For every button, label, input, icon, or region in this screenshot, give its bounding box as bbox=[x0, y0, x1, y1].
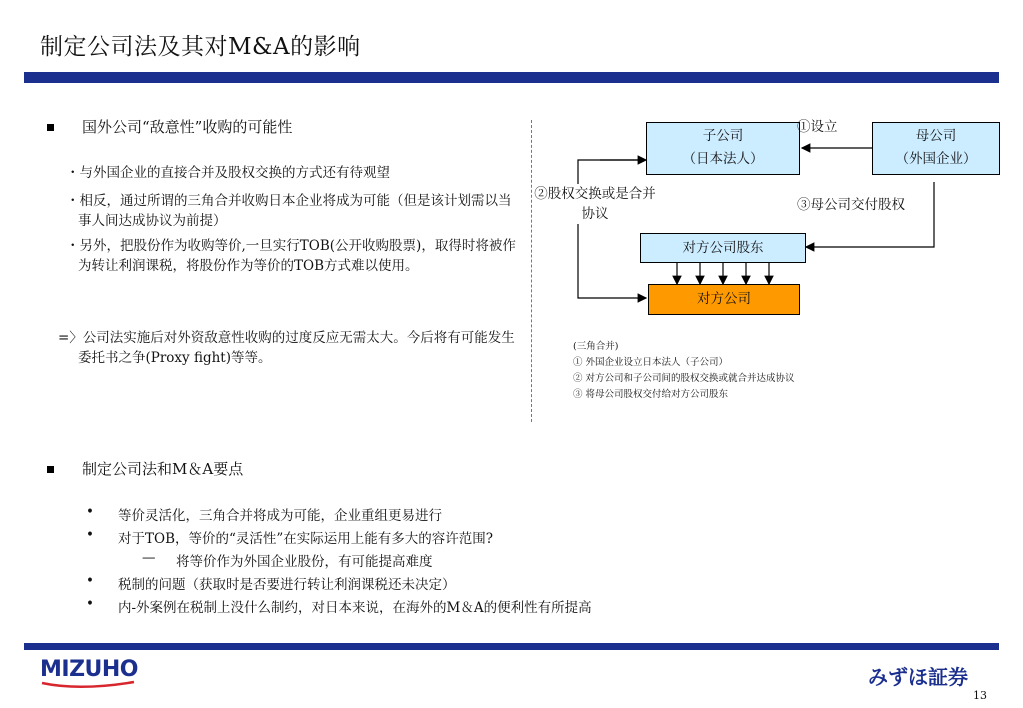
section1-conclusion: =〉公司法实施后对外资敌意性收购的过度反应无需太大。今后将有可能发生委托书之争(Proxy fight)等等。 bbox=[58, 330, 515, 366]
section2-point-1: 等价灵活化，三角合并将成为可能，企业重组更易进行 bbox=[118, 508, 442, 524]
section2-bullet-dot-3: • bbox=[86, 573, 94, 589]
section2-heading: 制定公司法和M＆A要点 bbox=[82, 460, 244, 478]
section2-bullet-dot-4: • bbox=[86, 596, 94, 612]
label-exchange: ②股权交换或是合并协议 bbox=[532, 184, 658, 224]
section2-bullet-dot-2: • bbox=[86, 527, 94, 543]
section2-point-3: 税制的问题（获取时是否要进行转让利润课税还未决定） bbox=[118, 577, 456, 593]
footer-bar bbox=[24, 643, 999, 650]
section1-point-1: ・与外国企业的直接合并及股权交换的方式还有待观望 bbox=[66, 165, 390, 181]
section2-point-2: 对于TOB，等价的“灵活性”在实际运用上能有多大的容许范围? bbox=[118, 531, 494, 547]
section2-bullet-dot-1: • bbox=[86, 504, 94, 520]
mizuho-securities-logo: みずほ証券 bbox=[868, 665, 968, 689]
section1-point-3: ・另外，把股份作为收购等价,一旦实行TOB(公开收购股票)，取得时将被作为转让利润课税，将股份作为等价的TOB方式难以使用。 bbox=[66, 238, 516, 274]
subsidiary-subtitle: （日本法人） bbox=[682, 151, 764, 167]
notes-title: (三角合并) bbox=[573, 341, 619, 352]
target-company-box: 对方公司 bbox=[648, 284, 800, 315]
parent-box bbox=[872, 122, 1000, 175]
section2-point-4: 内-外案例在税制上没什么制约，对日本来说，在海外的M＆A的便利性有所提高 bbox=[118, 600, 592, 616]
section1-heading: 国外公司“敌意性”收购的可能性 bbox=[82, 118, 293, 136]
notes-item-1: ① 外国企业设立日本法人（子公司） bbox=[573, 357, 729, 368]
section1-point-2: ・相反，通过所谓的三角合并收购日本企业将成为可能（但是该计划需以当事人间达成协议为前提） bbox=[66, 193, 512, 229]
label-deliver-shares: ③母公司交付股权 bbox=[797, 197, 905, 213]
parent-subtitle: （外国企业） bbox=[895, 151, 977, 167]
page-number: 13 bbox=[973, 689, 987, 702]
subsidiary-box bbox=[646, 122, 800, 175]
label-establish: ①设立 bbox=[797, 119, 838, 135]
parent-title: 母公司 bbox=[915, 128, 957, 144]
notes-item-3: ③ 将母公司股权交付给对方公司股东 bbox=[573, 389, 729, 400]
section2-bullet-square bbox=[47, 466, 54, 473]
arrow-exchange-bracket bbox=[578, 160, 646, 298]
section2-dash: — bbox=[142, 550, 156, 566]
target-shareholders-box: 对方公司股东 bbox=[640, 233, 806, 263]
slide-title: 制定公司法及其对M&A的影响 bbox=[40, 34, 361, 60]
arrow-deliver-shares bbox=[806, 182, 934, 247]
section2-subpoint: 将等价作为外国企业股份，有可能提高难度 bbox=[176, 554, 433, 570]
notes-item-2: ② 对方公司和子公司间的股权交换或就合并达成协议 bbox=[573, 373, 795, 384]
mizuho-logo: MIZUHO bbox=[40, 657, 139, 682]
subsidiary-title: 子公司 bbox=[702, 128, 744, 144]
mizuho-logo-swoosh-icon bbox=[40, 680, 136, 690]
